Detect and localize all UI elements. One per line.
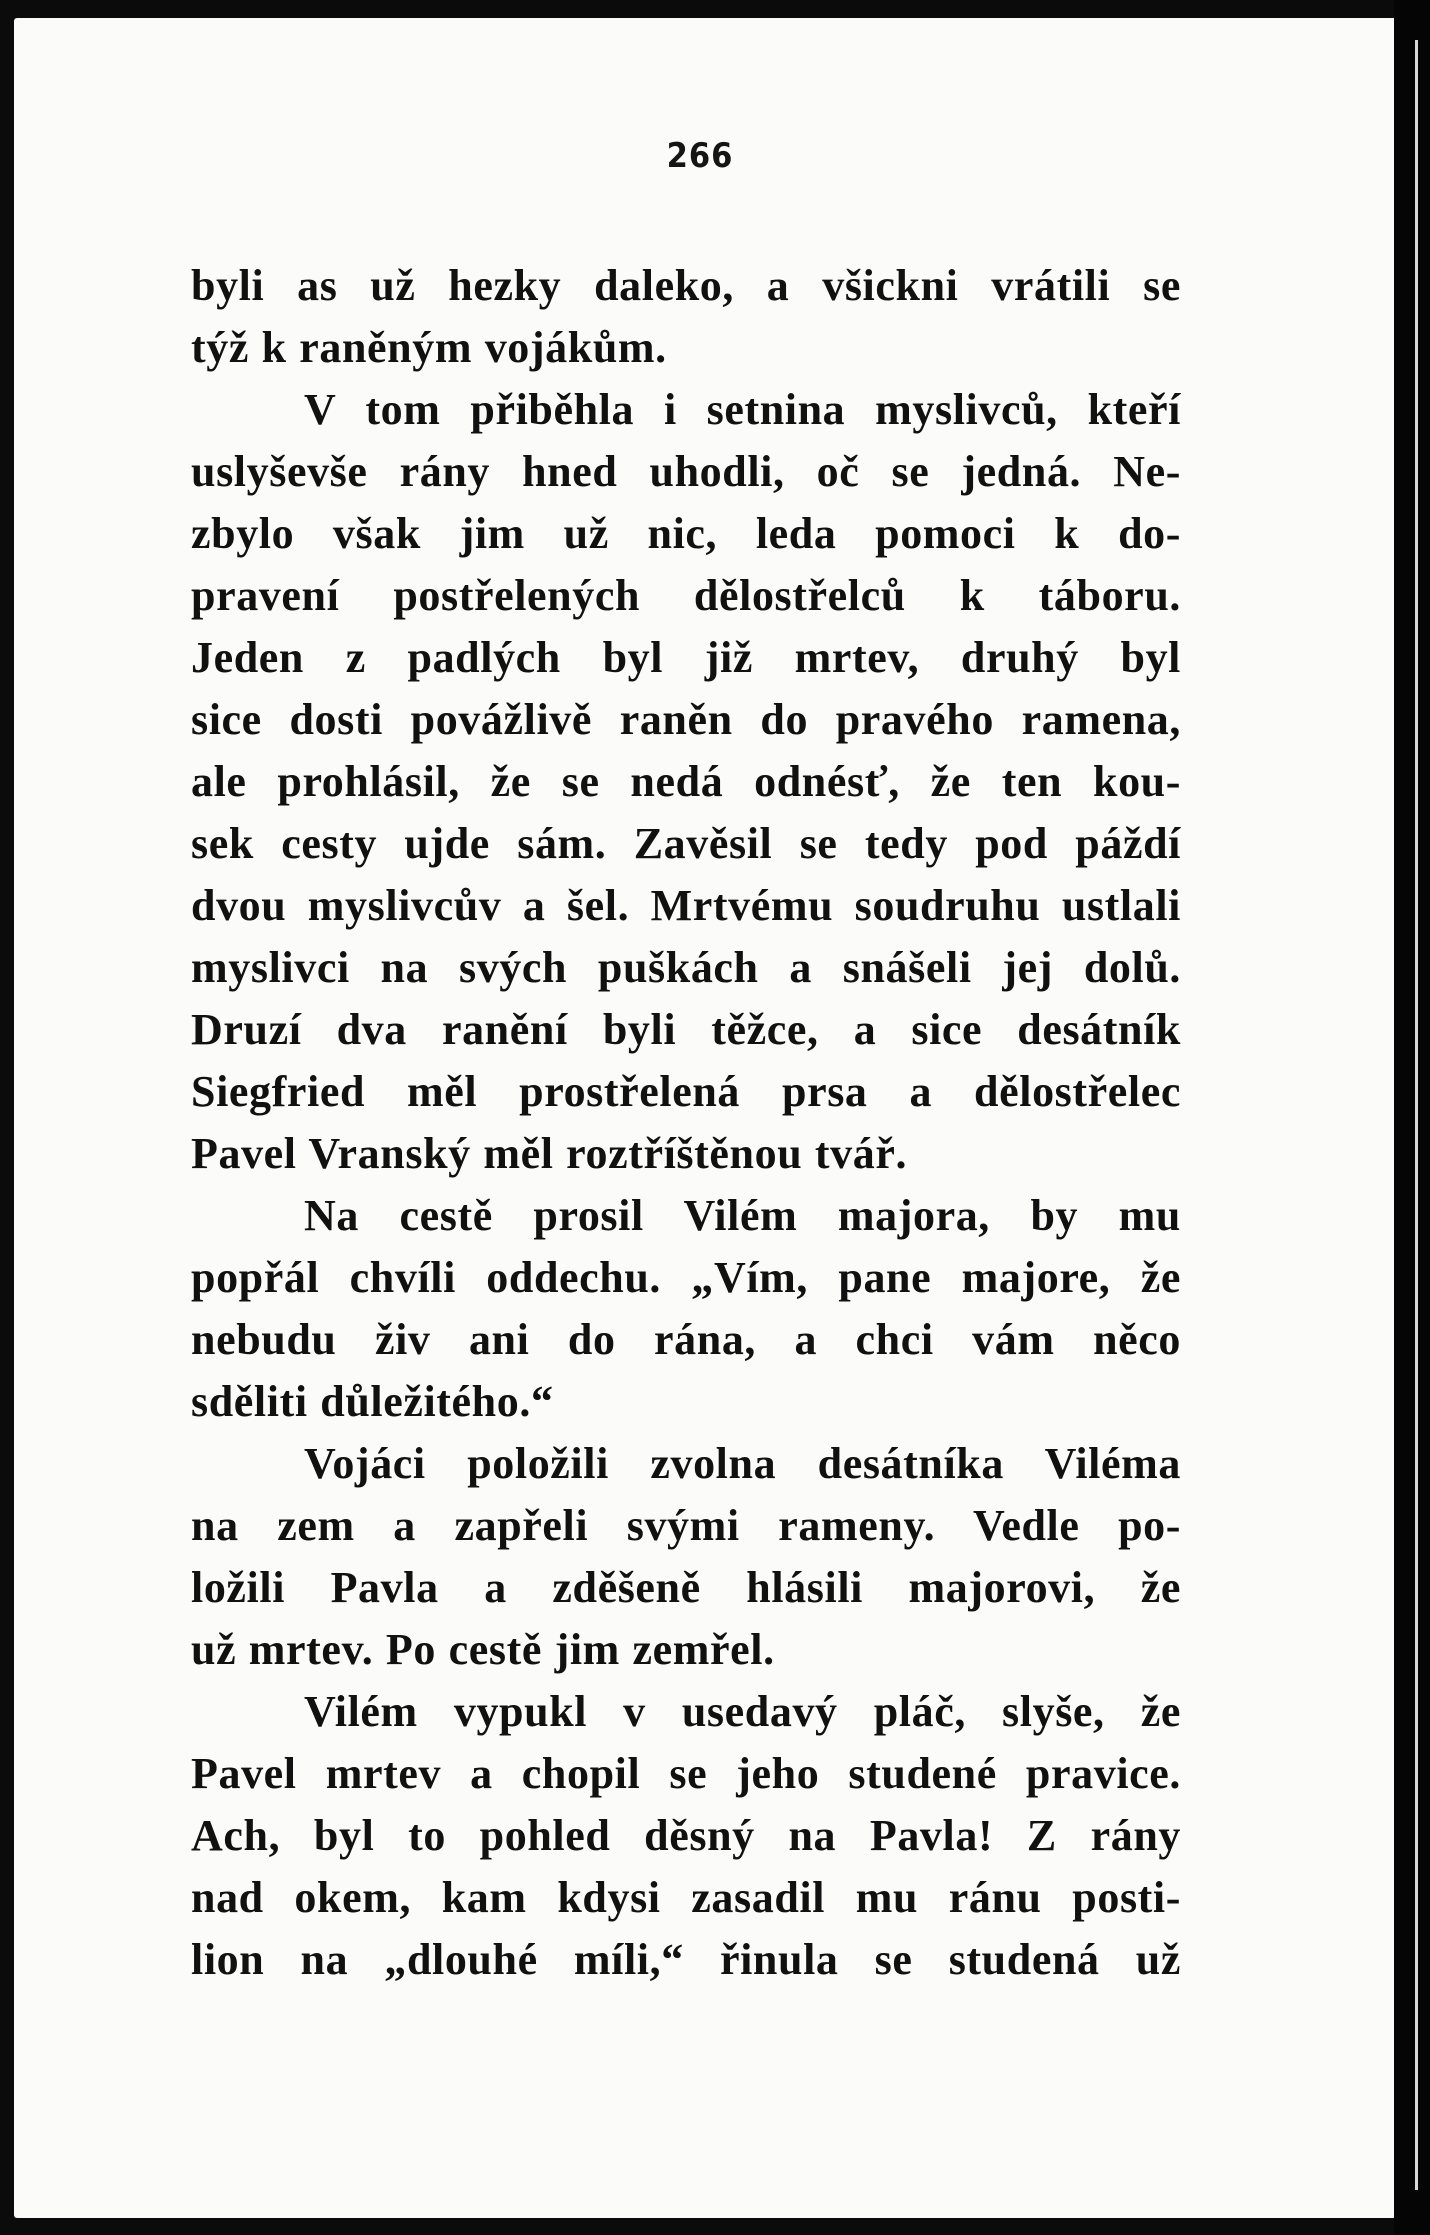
text-line: V tom přiběhla i setnina myslivců, kteří — [304, 385, 1181, 434]
text-line: na zem a zapřeli svými rameny. Vedle po- — [191, 1501, 1181, 1550]
text-line: popřál chvíli oddechu. „Vím, pane majore, že — [191, 1253, 1181, 1302]
text-line: Druzí dva ranění byli těžce, a sice desátník — [191, 1005, 1181, 1054]
text-line: ale prohlásil, že se nedá odnésť, že ten kou- — [191, 757, 1181, 806]
text-line: už mrtev. Po cestě jim zemřel. — [191, 1625, 775, 1674]
text-line: sice dosti povážlivě raněn do pravého ramena, — [191, 695, 1181, 744]
text-line: uslyševše rány hned uhodli, oč se jedná. Ne- — [191, 447, 1181, 496]
text-line: Siegfried měl prostřelená prsa a dělostřelec — [191, 1067, 1181, 1116]
text-line: pravení postřelených dělostřelců k táboru. — [191, 571, 1181, 620]
text-line: Ach, byl to pohled děsný na Pavla! Z rány — [191, 1811, 1181, 1860]
text-line: Pavel Vranský měl roztříštěnou tvář. — [191, 1129, 908, 1178]
text-line: sek cesty ujde sám. Zavěsil se tedy pod páždí — [191, 819, 1181, 868]
text-line: zbylo však jim už nic, leda pomoci k do- — [191, 509, 1181, 558]
text-line: lion na „dlouhé míli,“ řinula se studená už — [191, 1935, 1181, 1984]
gutter-edge-line — [1415, 40, 1418, 2190]
text-line: myslivci na svých puškách a snášeli jej dolů. — [191, 943, 1181, 992]
text-line: byli as už hezky daleko, a všickni vrátili se — [191, 261, 1181, 310]
text-line: Vilém vypukl v usedavý pláč, slyše, že — [304, 1687, 1181, 1736]
text-line: nad okem, kam kdysi zasadil mu ránu posti- — [191, 1873, 1181, 1922]
text-line: Pavel mrtev a chopil se jeho studené pravice. — [191, 1749, 1181, 1798]
text-line: Na cestě prosil Vilém majora, by mu — [304, 1191, 1181, 1240]
text-line: sděliti důležitého.“ — [191, 1377, 554, 1426]
text-line: týž k raněným vojákům. — [191, 323, 667, 372]
text-line: dvou myslivcův a šel. Mrtvému soudruhu ustlali — [191, 881, 1181, 930]
page-number: 266 — [666, 136, 734, 176]
binding-gutter — [1394, 0, 1430, 2235]
text-line: ložili Pavla a zděšeně hlásili majorovi, že — [191, 1563, 1181, 1612]
body-text — [191, 255, 1181, 1991]
text-line: Jeden z padlých byl již mrtev, druhý byl — [191, 633, 1181, 682]
text-line: nebudu živ ani do rána, a chci vám něco — [191, 1315, 1181, 1364]
text-line: Vojáci položili zvolna desátníka Viléma — [304, 1439, 1181, 1488]
